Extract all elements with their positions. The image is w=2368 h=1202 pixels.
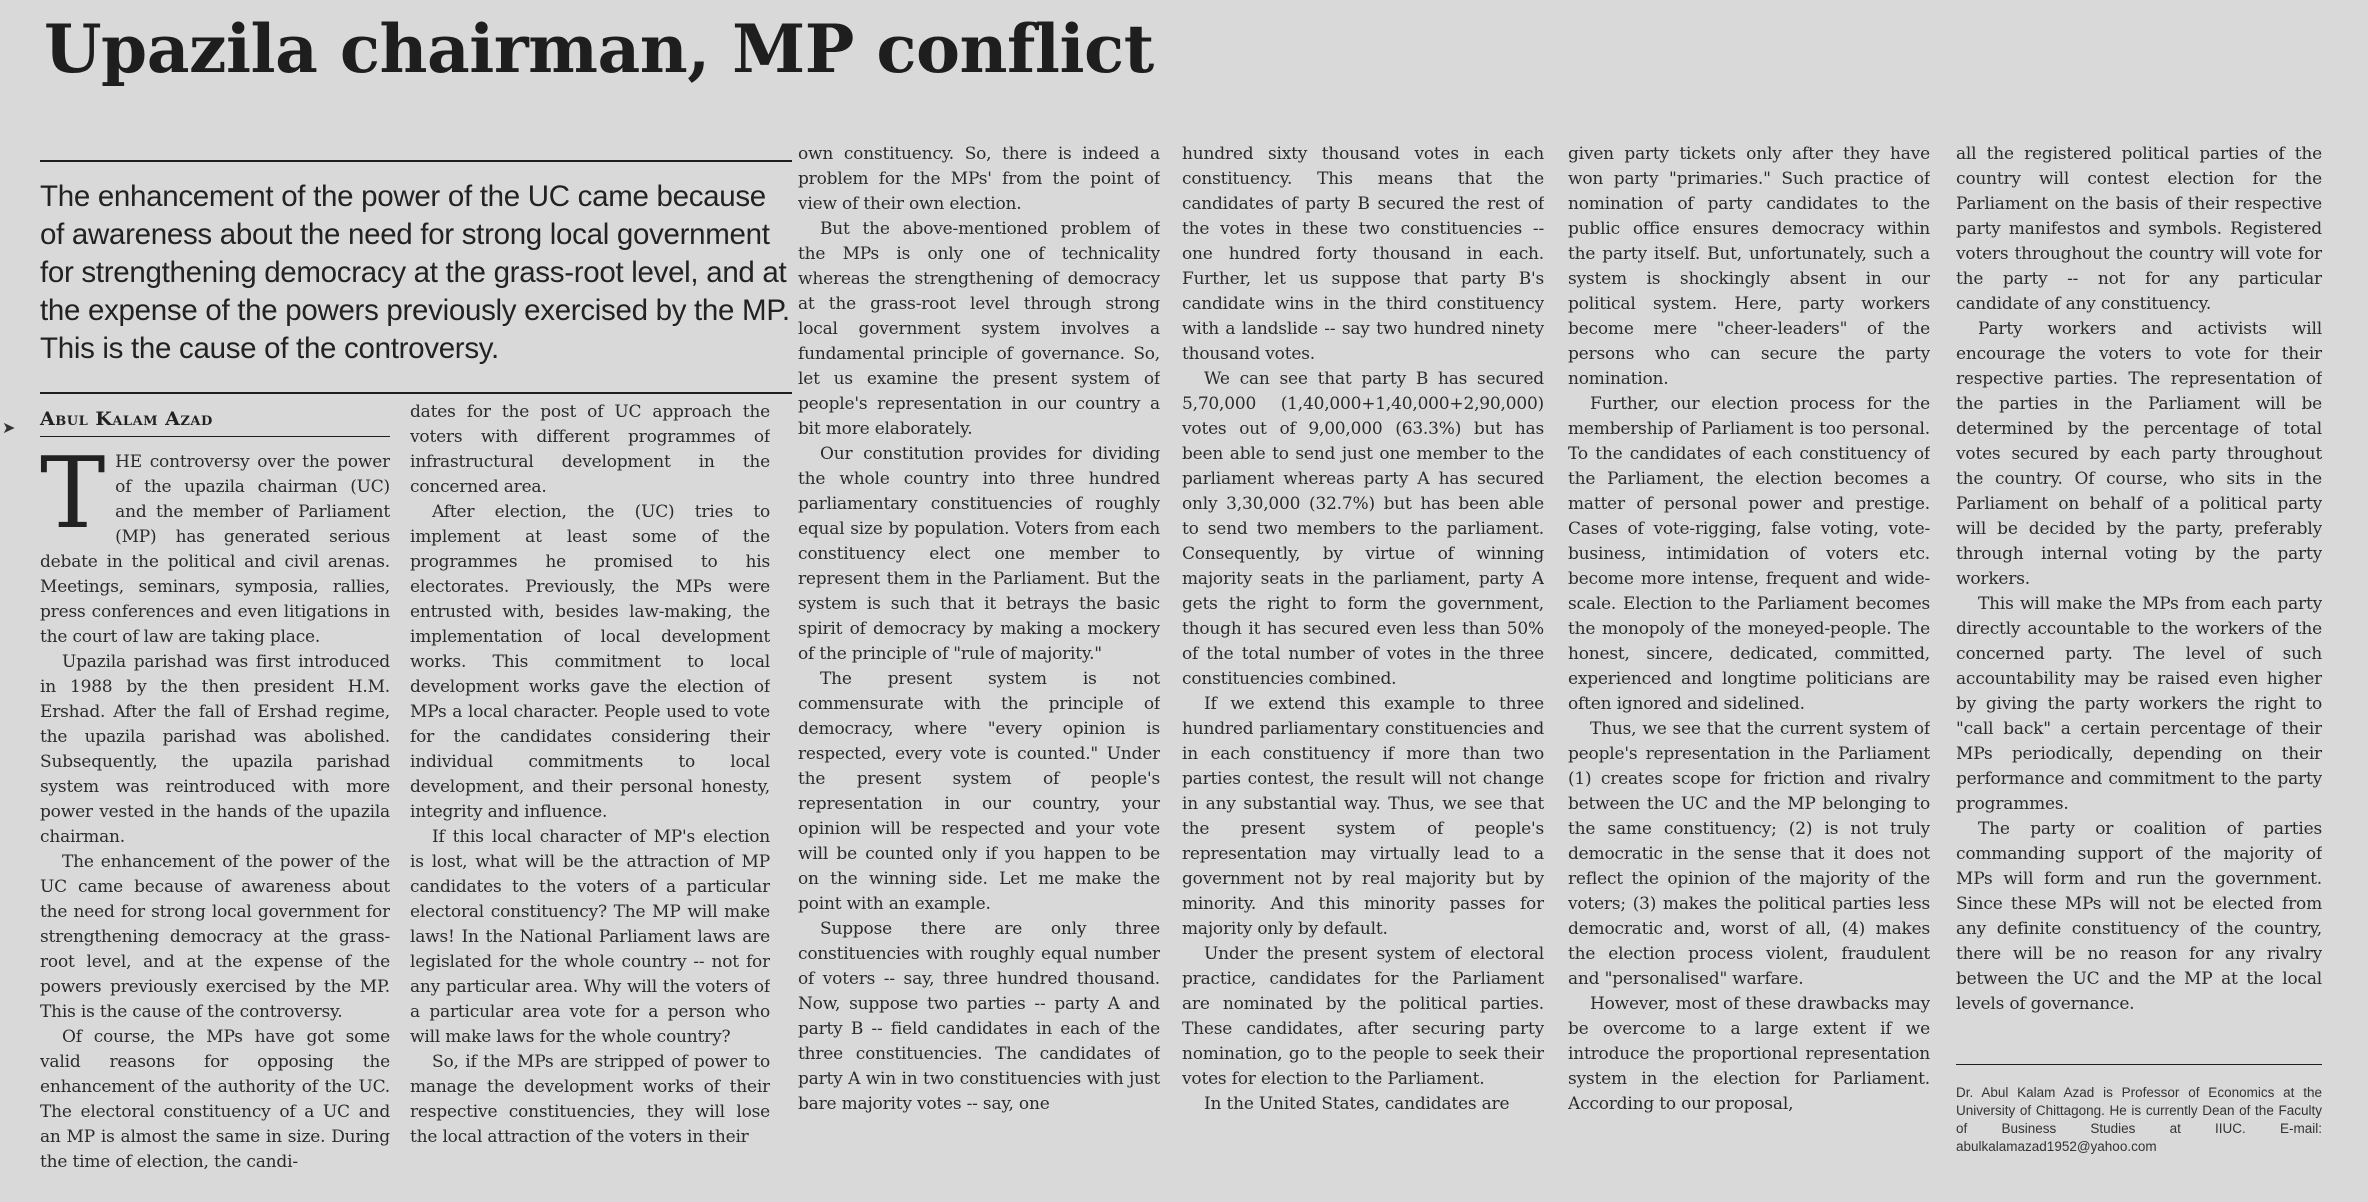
drop-cap: T: [40, 450, 106, 551]
article-paragraph: But the above-mentioned problem of the MPs is only one of technicality whereas the strengthening of democracy at the grass-root level through strong local government system involves a fundamental principle of governance. So, let us examine the present system of people's representation in our country a bit more elaborately.: [798, 219, 1160, 439]
article-paragraph: Of course, the MPs have got some valid reasons for opposing the enhancement of the authority of the UC. The electoral constituency of a UC and an MP is almost the same in size. During the time of election, the candi-: [40, 1027, 390, 1170]
article-paragraph: This will make the MPs from each party directly accountable to the workers of the concerned party. The level of such accountability may be raised even higher by giving the party workers the right to "call back" a certain percentage of their MPs periodically, depending on their performance and commitment to the party programmes.: [1956, 594, 2322, 814]
article-paragraph: own constituency. So, there is indeed a problem for the MPs' from the point of view of their own election.: [798, 144, 1160, 214]
article-paragraph: [40, 450, 390, 650]
article-paragraph: So, if the MPs are stripped of power to manage the development works of their respective constituencies, they will lose the local attraction of the voters in their: [410, 1052, 770, 1147]
paragraph-text: HE controversy over the power of the upazila chairman (UC) and the member of Parliament (MP) has generated serious debate in the political and civil arenas. Meetings, seminars, symposia, rallies, press conferences and even litigations in the court of law are taking place.: [40, 452, 390, 647]
article-paragraph: If we extend this example to three hundred parliamentary constituencies and in each constituency if more than two parties contest, the result will not change in any substantial way. Thus, we see that the present system of people's representation may virtually lead to a government not by real majority but by minority. And this minority passes for majority only by default.: [1182, 694, 1544, 939]
article-paragraph: After election, the (UC) tries to implement at least some of the programmes he promised to his electorates. Previously, the MPs were entrusted with, besides law-making, the implementation of local development works. This commitment to local development works gave the election of MPs a local character. People used to vote for the candidates considering their individual commitments to local development, and their personal honesty, integrity and influence.: [410, 502, 770, 822]
bio-rule: [1956, 1064, 2322, 1065]
article-column-4: [1182, 142, 1544, 1172]
author-bio: Dr. Abul Kalam Azad is Professor of Economics at the University of Chittagong. He is currently Dean of the Faculty of Business Studies at IIUC. E-mail: abulkalamazad1952@yahoo.com: [1956, 1085, 2322, 1154]
article-paragraph: In the United States, candidates are: [1204, 1094, 1510, 1114]
article-paragraph: dates for the post of UC approach the voters with different programmes of infrastructural development in the concerned area.: [410, 402, 770, 497]
byline: Abul Kalam Azad: [40, 408, 213, 430]
article-column-1: [40, 450, 390, 1170]
headline: Upazila chairman, MP conflict: [44, 10, 1154, 88]
margin-arrow-icon: ➤: [2, 418, 16, 437]
article-paragraph: Party workers and activists will encourage the voters to vote for their respective parties. The representation of the parties in the Parliament will be determined by the percentage of total votes secured by each party throughout the country. Of course, who sits in the Parliament on behalf of a political party will be decided by the party, preferably through internal voting by the party workers.: [1956, 319, 2322, 589]
article-paragraph: If this local character of MP's election is lost, what will be the attraction of MP candidates to the voters of a particular electoral constituency? The MP will make laws! In the National Parliament laws are legislated for the whole country -- not for any particular area. Why will the voters of a particular area vote for a person who will make laws for the whole country?: [410, 827, 770, 1047]
article-column-3: [798, 142, 1160, 1172]
article-column-5: [1568, 142, 1930, 1172]
article-paragraph: The enhancement of the power of the UC came because of awareness about the need for strong local government for strengthening democracy at the grass-root level, and at the expense of the powers previously exercised by the MP. This is the cause of the controversy.: [40, 852, 390, 1022]
article-paragraph: hundred sixty thousand votes in each constituency. This means that the candidates of party B secured the rest of the votes in these two constituencies -- one hundred forty thousand in each. Further, let us suppose that party B's candidate wins in the third constituency with a landslide -- say two hundred ninety thousand votes.: [1182, 144, 1544, 364]
byline-rule: [40, 436, 390, 437]
article-paragraph: all the registered political parties of the country will contest election for the Parliament on the basis of their respective party manifestos and symbols. Registered voters throughout the country will vote for the party -- not for any particular candidate of any constituency.: [1956, 144, 2322, 314]
article-paragraph: However, most of these drawbacks may be overcome to a large extent if we introduce the proportional representation system in the election for Parliament. According to our proposal,: [1568, 994, 1930, 1114]
article-paragraph: Upazila parishad was first introduced in 1988 by the then president H.M. Ershad. After the fall of Ershad regime, the upazila parishad was abolished. Subsequently, the upazila parishad system was reintroduced with more power vested in the hands of the upazila chairman.: [40, 652, 390, 847]
article-column-2: [410, 400, 770, 1170]
article-paragraph: Our constitution provides for dividing the whole country into three hundred parliamentary constituencies of roughly equal size by population. Voters from each constituency elect one member to represent them in the Parliament. But the system is such that it betrays the basic spirit of democracy by making a mockery of the principle of "rule of majority.": [798, 444, 1160, 664]
article-column-6: [1956, 142, 2322, 1052]
article-paragraph: Suppose there are only three constituencies with roughly equal number of voters -- say, three hundred thousand. Now, suppose two parties -- party A and party B -- field candidates in each of the three constituencies. The candidates of party A win in two constituencies with just bare majority votes -- say, one: [798, 919, 1160, 1114]
article-paragraph: Thus, we see that the current system of people's representation in the Parliament (1) creates scope for friction and rivalry between the UC and the MP belonging to the same constituency; (2) is not truly democratic in the sense that it does not reflect the opinion of the majority of the voters; (3) makes the political parties less democratic and, worst of all, (4) makes the election process violent, fraudulent and "personalised" warfare.: [1568, 719, 1930, 989]
article-paragraph: Under the present system of electoral practice, candidates for the Parliament are nominated by the political parties. These candidates, after securing party nomination, go to the people to seek their votes for election to the Parliament.: [1182, 944, 1544, 1089]
article-paragraph: given party tickets only after they have won party "primaries." Such practice of nomination of party candidates to the public office ensures democracy within the party itself. But, unfortunately, such a system is shockingly absent in our political system. Here, party workers become mere "cheer-leaders" of the persons who can secure the party nomination.: [1568, 144, 1930, 389]
article-paragraph: The present system is not commensurate with the principle of democracy, where "every opinion is respected, every vote is counted." Under the present system of people's representation in our country, your opinion will be respected and your vote will be counted only if you happen to be on the winning side. Let me make the point with an example.: [798, 669, 1160, 914]
pull-quote: The enhancement of the power of the UC came because of awareness about the need for strong local government for strengthening democracy at the grass-root level, and at the expense of the powers previously exercised by the MP. This is the cause of the controversy.: [40, 180, 790, 365]
pullquote-top-rule: [40, 160, 792, 162]
pullquote-bottom-rule: [40, 392, 792, 394]
article-paragraph: We can see that party B has secured 5,70,000 (1,40,000+1,40,000+2,90,000) votes out of 9,00,000 (63.3%) but has been able to send just one member to the parliament whereas party A has secured only 3,30,000 (32.7%) but has been able to send two members to the parliament. Consequently, by virtue of winning majority seats in the parliament, party A gets the right to form the government, though it has secured even less than 50% of the total number of votes in the three constituencies combined.: [1182, 369, 1544, 689]
article-paragraph: The party or coalition of parties commanding support of the majority of MPs will form and run the government. Since these MPs will not be elected from any definite constituency of the country, there will be no reason for any rivalry between the UC and the MP at the local levels of governance.: [1956, 819, 2322, 1014]
article-paragraph: Further, our election process for the membership of Parliament is too personal. To the candidates of each constituency of the Parliament, the election becomes a matter of personal power and prestige. Cases of vote-rigging, false voting, vote-business, intimidation of voters etc. become more intense, frequent and wide-scale. Election to the Parliament becomes the monopoly of the moneyed-people. The honest, sincere, dedicated, committed, experienced and longtime politicians are often ignored and sidelined.: [1568, 394, 1930, 714]
